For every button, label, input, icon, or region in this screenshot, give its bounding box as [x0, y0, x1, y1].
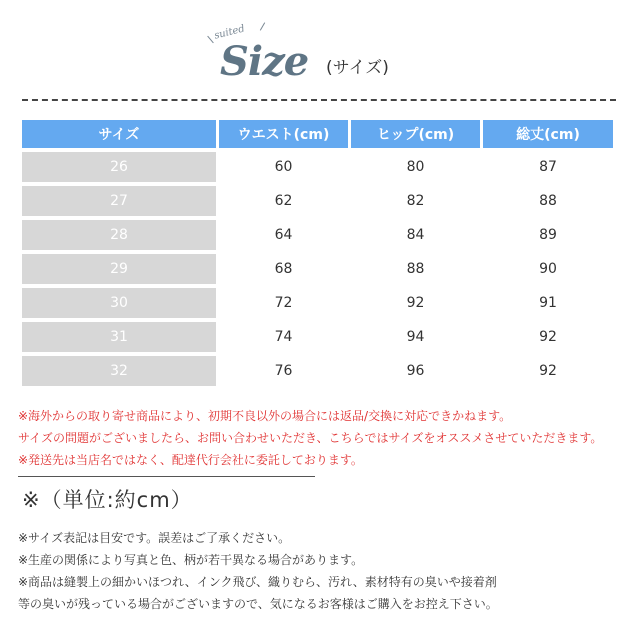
unit-heading: ※（単位:約cm） — [22, 488, 193, 512]
product-note: 等の臭いが残っている場合がございますので、気になるお客様はご購入をお控え下さい。 — [18, 597, 498, 611]
header-hip: ヒップ(cm) — [351, 120, 480, 148]
waist-cell: 76 — [274, 363, 293, 379]
product-note: ※サイズ表記は目安です。誤差はご了承ください。 — [18, 531, 291, 545]
hip-cell: 84 — [406, 227, 425, 243]
header-length: 総丈(cm) — [483, 120, 613, 148]
dashed-divider — [22, 99, 616, 101]
waist-cell: 62 — [274, 193, 293, 209]
product-note: ※商品は縫製上の細かいほつれ、インク飛び、織りむら、汚れ、素材特有の臭いや接着剤 — [18, 575, 497, 589]
length-cell: 92 — [539, 363, 557, 379]
size-cell: 26 — [22, 152, 216, 182]
waist-cell: 64 — [274, 227, 293, 243]
size-cell: 31 — [22, 322, 216, 352]
size-cell: 32 — [22, 356, 216, 386]
hip-cell: 96 — [406, 363, 425, 379]
size-cell: 29 — [22, 254, 216, 284]
size-table — [19, 116, 616, 390]
length-cell: 87 — [539, 159, 557, 175]
table-row — [22, 288, 613, 318]
hip-cell: 88 — [406, 261, 425, 277]
table-row — [22, 220, 613, 250]
length-cell: 92 — [539, 329, 557, 345]
table-row — [22, 186, 613, 216]
badge-tick-right — [260, 22, 265, 30]
table-row — [22, 152, 613, 182]
table-header-row — [22, 120, 613, 148]
length-cell: 91 — [539, 295, 557, 311]
hip-cell: 92 — [406, 295, 425, 311]
header — [0, 0, 640, 100]
table-row — [22, 254, 613, 284]
waist-cell: 74 — [274, 329, 293, 345]
page-title: Size — [220, 38, 309, 85]
badge-text: suited — [213, 23, 246, 42]
length-cell: 88 — [539, 193, 557, 209]
header-waist: ウエスト(cm) — [219, 120, 348, 148]
product-notes — [18, 527, 628, 615]
hip-cell: 82 — [406, 193, 425, 209]
product-note: ※生産の関係により写真と色、柄が若干異なる場合があります。 — [18, 553, 364, 567]
waist-cell: 68 — [274, 261, 293, 277]
table-row — [22, 356, 613, 386]
table-row — [22, 322, 613, 352]
header-size: サイズ — [22, 120, 216, 148]
length-cell: 90 — [539, 261, 557, 277]
length-cell: 89 — [539, 227, 557, 243]
section-divider — [18, 476, 315, 477]
warning-notes — [18, 405, 628, 471]
warning-note: ※海外からの取り寄せ商品により、初期不良以外の場合には返品/交換に対応できかねます。 — [18, 409, 512, 423]
waist-cell: 60 — [274, 159, 293, 175]
waist-cell: 72 — [274, 295, 293, 311]
size-cell: 27 — [22, 186, 216, 216]
hip-cell: 94 — [406, 329, 425, 345]
size-cell: 30 — [22, 288, 216, 318]
size-cell: 28 — [22, 220, 216, 250]
badge-tick-left — [207, 36, 214, 44]
page-subtitle: (サイズ) — [326, 58, 389, 78]
warning-note: サイズの問題がございましたら、お問い合わせいただき、こちらではサイズをオススメさせていただきます。 — [18, 431, 603, 445]
hip-cell: 80 — [406, 159, 425, 175]
warning-note: ※発送先は当店名ではなく、配達代行会社に委託しております。 — [18, 453, 363, 467]
